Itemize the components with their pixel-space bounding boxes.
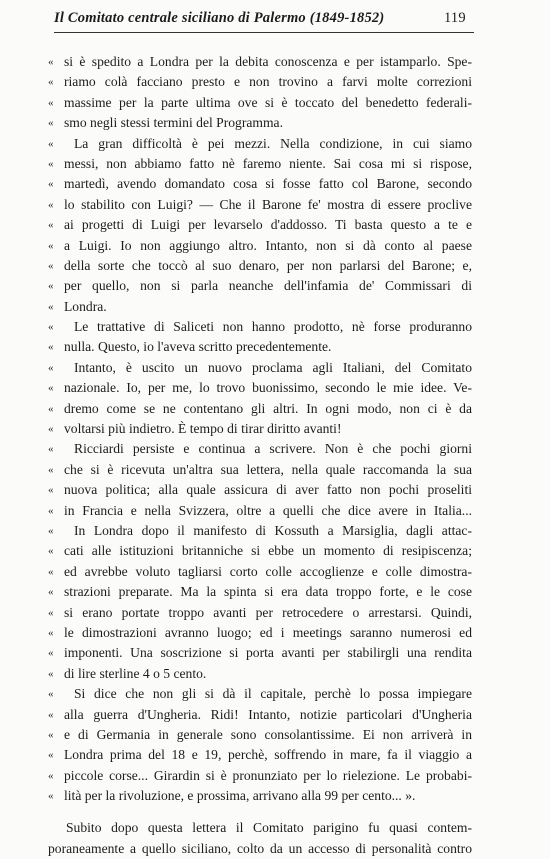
quoted-line (48, 52, 472, 72)
quote-mark: « (48, 565, 54, 578)
line-text: di lire sterline 4 o 5 cento. (64, 665, 207, 681)
quote-mark: « (48, 157, 54, 170)
line-text: Intanto, è uscito un nuovo proclama agli Italiani, del Comitato (74, 359, 472, 375)
quoted-line (48, 93, 472, 113)
line-text: strazioni preparate. Ma la spinta si era data troppo forte, e le cose (64, 584, 472, 600)
line-text: ed avrebbe voluto tagliarsi corto colle accoglienze e colle dimostra- (64, 563, 472, 579)
line-text: si è spedito a Londra per la debita conoscenza e per istamparlo. Spe- (64, 54, 472, 69)
quoted-line (48, 460, 472, 480)
page-number: 119 (444, 10, 466, 26)
quote-mark: « (48, 423, 54, 436)
quote-mark: « (48, 56, 54, 68)
line-text: della sorte che toccò al suo denaro, per non parlarsi del Barone; e, (64, 257, 472, 273)
quoted-line (48, 664, 472, 684)
line-text: martedì, avendo domandato cosa si fosse fatto col Barone, secondo (64, 176, 472, 192)
quoted-line (48, 195, 472, 215)
line-text: Londra. (64, 298, 107, 314)
quote-mark: « (48, 463, 54, 476)
line-text: smo negli stessi termini del Programma. (64, 115, 283, 131)
quoted-line (48, 582, 472, 602)
quote-mark: « (48, 321, 54, 334)
quote-mark: « (48, 239, 54, 252)
quoted-line (48, 521, 472, 541)
line-text: per quello, non si parla neanche dell'infamia de' Commissari di (64, 278, 472, 294)
quote-mark: « (48, 626, 54, 639)
line-text: nuova politica; alla quale assicura di aver fatto non pochi proseliti (64, 482, 472, 498)
line-text: nulla. Questo, io l'aveva scritto precedentemente. (64, 339, 332, 355)
text-line (48, 839, 472, 859)
quoted-line (48, 439, 472, 459)
quote-mark: « (48, 117, 54, 130)
paragraph-gap (48, 806, 472, 818)
line-text: a Luigi. Io non aggiungo altro. Intanto, non si dà conto al paese (64, 237, 472, 253)
quoted-line (48, 419, 472, 439)
line-text: dremo come se ne contentano gli altri. In ogni modo, non ci è da (64, 400, 472, 416)
quote-mark: « (48, 300, 54, 313)
line-text: si erano portate troppo avanti per retrocedere o arrestarsi. Quindi, (64, 604, 472, 620)
quoted-letter (48, 52, 472, 806)
line-text: alla guerra d'Ungheria. Ridi! Intanto, notizie particolari d'Ungheria (64, 706, 472, 722)
body-text (48, 52, 472, 859)
quoted-line (48, 215, 472, 235)
line-text: voltarsi più indietro. È tempo di tirar diritto avanti! (64, 421, 342, 437)
quote-mark: « (48, 382, 54, 395)
quoted-line (48, 684, 472, 704)
quote-mark: « (48, 606, 54, 619)
quote-mark: « (48, 219, 54, 232)
quoted-line (48, 378, 472, 398)
quoted-line (48, 603, 472, 623)
quote-mark: « (48, 402, 54, 415)
quoted-line (48, 174, 472, 194)
quote-mark: « (48, 484, 54, 497)
quoted-line (48, 562, 472, 582)
quote-mark: « (48, 198, 54, 211)
line-text: cati alle istituzioni britanniche si ebbe un momento di resipiscenza; (64, 543, 472, 559)
line-text: piccole corse... Girardin si è pronunziato per lo rielezione. Le probabi- (64, 767, 472, 783)
quote-mark: « (48, 361, 54, 374)
quote-mark: « (48, 280, 54, 293)
quoted-line (48, 256, 472, 276)
quoted-line (48, 134, 472, 154)
line-text: Si dice che non gli si dà il capitale, perchè lo possa impiegare (74, 686, 472, 702)
line-text: le dimostrazioni avranno luogo; ed i meetings saranno numerosi ed (64, 624, 472, 640)
line-text: La gran difficoltà è pei mezzi. Nella condizione, in cui siamo (74, 135, 472, 151)
quote-mark: « (48, 769, 54, 782)
quote-mark: « (48, 96, 54, 109)
line-text: Ricciardi persiste e continua a scrivere. Non è che pochi giorni (74, 441, 472, 457)
quoted-line (48, 337, 472, 357)
quote-mark: « (48, 137, 54, 150)
line-text: e di Germania in generale sono consolantissime. Ei non arriverà in (64, 726, 472, 742)
line-text: In Londra dopo il manifesto di Kossuth a Marsiglia, dagli attac- (74, 522, 472, 538)
quoted-line (48, 745, 472, 765)
line-text: ai progetti di Luigi per levarselo d'addosso. Ti basta questo a te e (64, 217, 472, 233)
line-text: che si è ricevuta un'altra sua lettera, nella quale raccomanda la sua (64, 461, 472, 477)
quoted-line (48, 113, 472, 133)
line-text: lo stabilito con Luigi? — Che il Barone fe' mostra di essere proclive (64, 196, 472, 212)
header-rule (54, 32, 474, 33)
line-text: Subito dopo questa lettera il Comitato parigino fu quasi contem- (66, 820, 472, 836)
quoted-line (48, 72, 472, 92)
quote-mark: « (48, 647, 54, 660)
quoted-line (48, 297, 472, 317)
line-text: Londra prima del 18 e 19, perchè, soffrendo in mare, fa il viaggio a (64, 747, 472, 763)
quote-mark: « (48, 749, 54, 762)
quoted-line (48, 786, 472, 806)
quoted-line (48, 623, 472, 643)
quote-mark: « (48, 524, 54, 537)
text-line (48, 818, 472, 838)
quote-mark: « (48, 688, 54, 701)
line-text: in Francia e nella Svizzera, oltre a quelli che dice avere in Italia... (64, 502, 472, 518)
quoted-line (48, 541, 472, 561)
line-text: lità per la rivoluzione, e prossima, arrivano alla 99 per cento... ». (64, 788, 416, 804)
line-text: imponenti. Una soscrizione si porta avanti per stabilirgli una rendita (64, 645, 472, 661)
quoted-line (48, 643, 472, 663)
quote-mark: « (48, 443, 54, 456)
quoted-line (48, 236, 472, 256)
quote-mark: « (48, 259, 54, 272)
line-text: poraneamente a quello siciliano, colto da un accesso di personalità contro (48, 840, 472, 856)
line-text: nazionale. Io, per me, lo trovo buonissimo, secondo le mie idee. Ve- (64, 380, 472, 396)
quote-mark: « (48, 667, 54, 680)
quoted-line (48, 766, 472, 786)
quote-mark: « (48, 178, 54, 191)
line-text: riamo colà facciano presto e non trovino a farvi molte correzioni (64, 74, 472, 90)
quoted-line (48, 358, 472, 378)
quote-mark: « (48, 790, 54, 803)
quote-mark: « (48, 586, 54, 599)
quoted-line (48, 154, 472, 174)
quoted-line (48, 705, 472, 725)
quote-mark: « (48, 341, 54, 354)
line-text: massime per la parte ultima ove si è toccato del benedetto federali- (64, 94, 472, 110)
quote-mark: « (48, 76, 54, 89)
line-text: messi, non abbiamo fatto nè faremo niente. Sai cosa mi si rispose, (64, 155, 472, 171)
quote-mark: « (48, 708, 54, 721)
quote-mark: « (48, 545, 54, 558)
quoted-line (48, 399, 472, 419)
quoted-line (48, 276, 472, 296)
quote-mark: « (48, 728, 54, 741)
header-title: Il Comitato centrale siciliano di Palermo (1849-1852) (54, 10, 385, 26)
line-text: Le trattative di Saliceti non hanno prodotto, nè forse produranno (74, 319, 472, 335)
quoted-line (48, 725, 472, 745)
quote-mark: « (48, 504, 54, 517)
quoted-line (48, 501, 472, 521)
quoted-line (48, 317, 472, 337)
quoted-line (48, 480, 472, 500)
